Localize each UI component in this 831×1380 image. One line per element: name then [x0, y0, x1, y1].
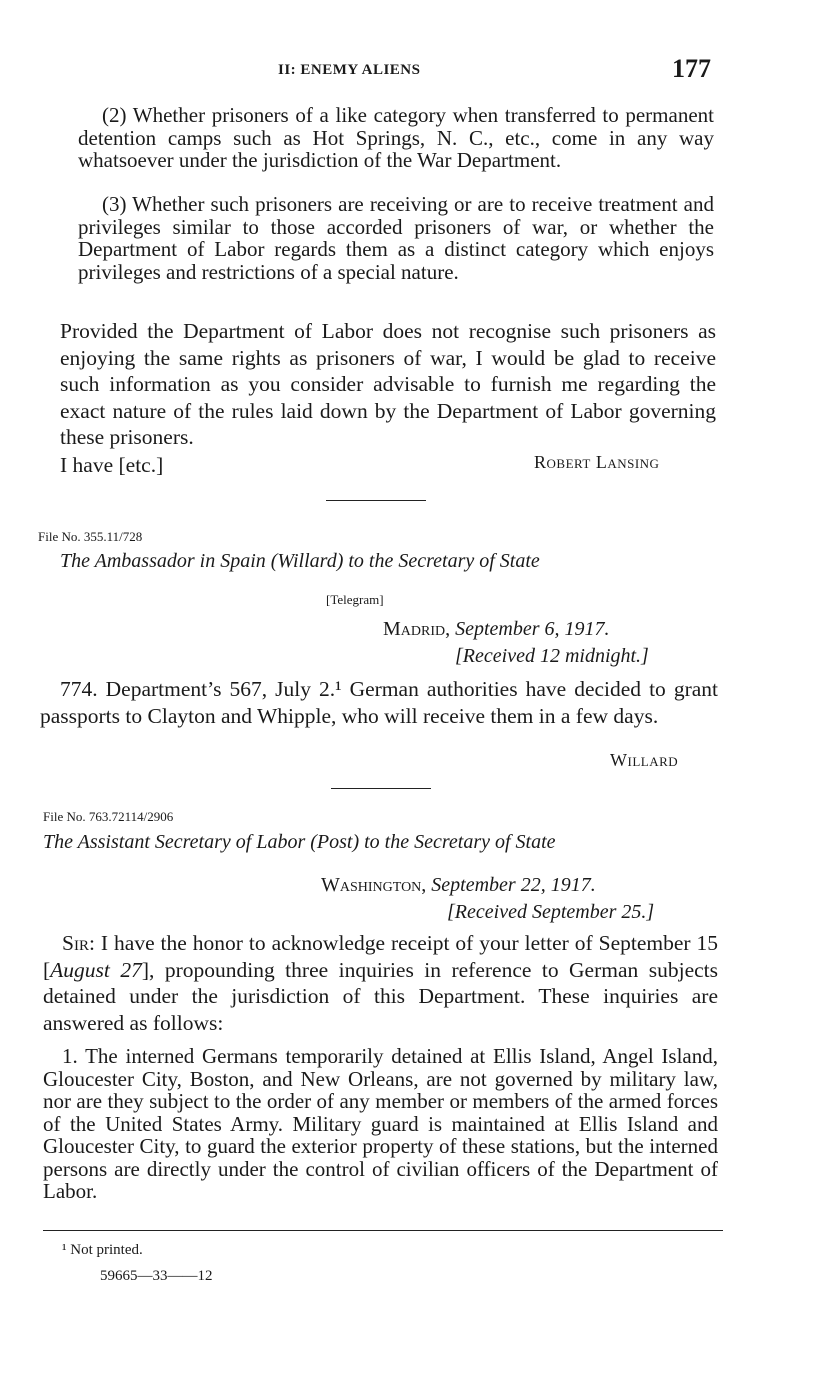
dateline-place: Madrid, — [383, 618, 451, 640]
document-title: The Ambassador in Spain (Willard) to the Secretary of State — [60, 550, 540, 572]
dateline — [321, 874, 596, 897]
signature-willard: Willard — [610, 750, 679, 770]
telegram-body: 774. Department’s 567, July 2.¹ German authorities have decided to grant passports to Clayton and Whipple, who will receive them in a few days. — [40, 677, 718, 728]
paragraph-provided: Provided the Department of Labor does not recognise such prisoners as enjoying the same rights as prisoners of war, I would be glad to receive such information as you consider advisable to furnish me regarding the exact nature of the rules laid down by the Department of Labor governing these prisoners. — [60, 319, 716, 449]
intro-text-a: I have the honor to acknowledge receipt of your letter of September 15 [ — [43, 931, 719, 982]
footnote: ¹ Not printed. — [62, 1242, 143, 1258]
dateline-place: Washington, — [321, 874, 427, 896]
item-3: (3) Whether such prisoners are receiving or are to receive treatment and privileges similar to those accorded prisoners of war, or whether the Department of Labor regards them as a distinct category which enjoys privileges and restrictions of a special nature. — [78, 192, 714, 284]
file-number: File No. 355.11/728 — [38, 529, 143, 544]
letter-intro — [43, 930, 718, 1036]
received-note: [Received September 25.] — [447, 901, 655, 923]
separator-rule — [331, 788, 431, 789]
dateline — [383, 618, 610, 641]
separator-rule — [326, 500, 426, 501]
dateline-date: September 22, 1917. — [431, 874, 596, 896]
page-number: 177 — [672, 54, 711, 83]
closing: I have [etc.] — [60, 453, 164, 477]
signature-lansing: Robert Lansing — [534, 452, 660, 472]
intro-text-b: ], propounding three inquiries in reference to German subjects detained under the jurisdiction of this Department. These inquiries are answered as follows: — [43, 957, 718, 1035]
salutation: Sir: — [62, 931, 95, 955]
print-code: 59665—33——12 — [100, 1268, 213, 1284]
dateline-date: September 6, 1917. — [455, 618, 610, 640]
file-number: File No. 763.72114/2906 — [43, 809, 174, 824]
answer-item-1: 1. The interned Germans temporarily detained at Ellis Island, Angel Island, Gloucester City, Boston, and New Orleans, are not governed by military law, nor are they subject to the order of any member or members of the armed forces of the United States Army. Military guard is maintained at Ellis Island and Gloucester City, to guard the exterior property of these stations, but the interned persons are directly under the control of civilian officers of the Department of Labor. — [43, 1044, 718, 1203]
received-note: [Received 12 midnight.] — [455, 645, 649, 667]
running-head: II: ENEMY ALIENS — [278, 62, 421, 78]
intro-date: August 27 — [50, 957, 142, 982]
document-type: [Telegram] — [326, 592, 384, 607]
item-2: (2) Whether prisoners of a like category when transferred to permanent detention camps such as Hot Springs, N. C., etc., come in any way whatsoever under the jurisdiction of the War Department. — [78, 103, 714, 172]
document-title: The Assistant Secretary of Labor (Post) to the Secretary of State — [43, 831, 556, 853]
footnote-rule — [43, 1230, 723, 1231]
